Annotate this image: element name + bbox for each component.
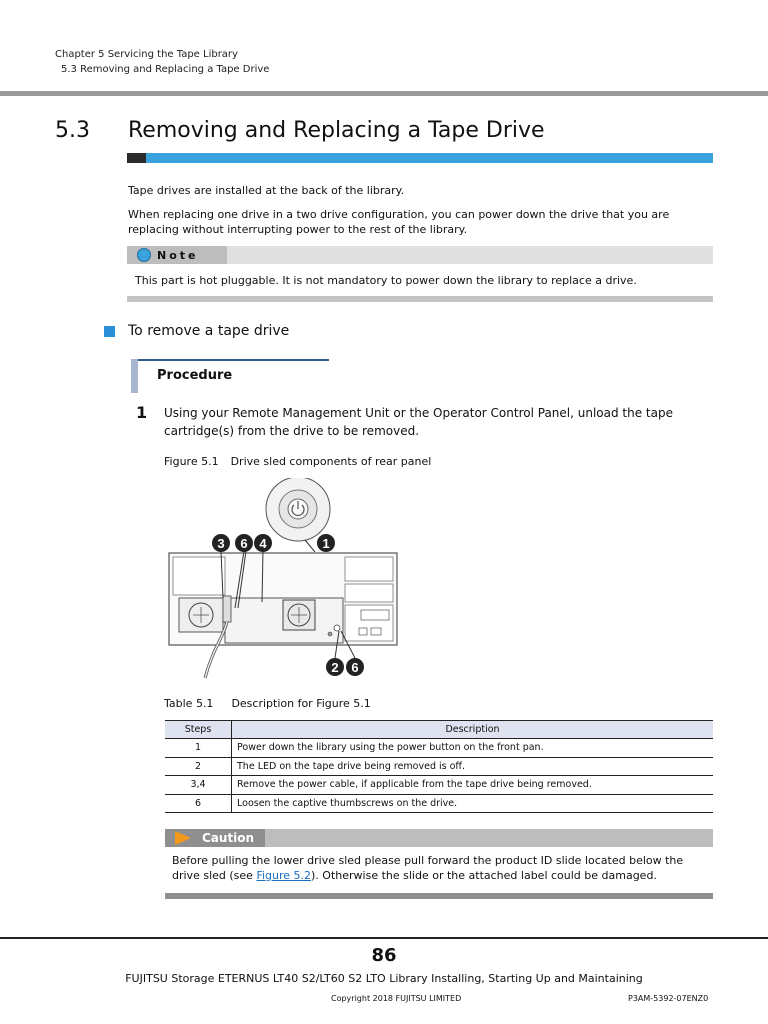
table-caption: [164, 697, 371, 710]
callout-2: [326, 658, 344, 676]
column-header: Description: [232, 721, 714, 739]
procedure-rule: [133, 359, 329, 361]
table-cell: 1: [165, 739, 232, 758]
page-number: 86: [371, 945, 397, 966]
note-info-icon: [137, 248, 151, 262]
table-row: [165, 757, 713, 776]
section-title: Removing and Replacing a Tape Drive: [128, 118, 545, 143]
callout-6-top: [235, 534, 253, 552]
table-cell: 2: [165, 757, 232, 776]
footer-rule: [0, 937, 768, 939]
table-cell: Remove the power cable, if applicable from the tape drive being removed.: [232, 776, 714, 795]
table-cell: Power down the library using the power button on the front pan.: [232, 739, 714, 758]
callout-3: [212, 534, 230, 552]
procedure-side-bar: [131, 359, 138, 393]
caution-text: [172, 853, 712, 883]
square-bullet-icon: [104, 326, 115, 337]
table-number: Table 5.1: [164, 697, 214, 710]
running-header-section: 5.3 Removing and Replacing a Tape Drive: [61, 64, 270, 75]
caution-text-end: ). Otherwise the slide or the attached label could be damaged.: [311, 869, 657, 882]
svg-text:3: 3: [217, 536, 225, 551]
table-caption-text: Description for Figure 5.1: [231, 697, 371, 710]
table-row: [165, 739, 713, 758]
note-bottom-rule: [127, 296, 713, 302]
svg-text:6: 6: [240, 536, 248, 551]
caution-label: Caution: [202, 831, 255, 845]
subheading: To remove a tape drive: [128, 323, 290, 339]
drive-sled-illustration: [165, 478, 405, 680]
intro-paragraph: Tape drives are installed at the back of the library.: [128, 184, 405, 197]
title-bar-marker: [127, 153, 146, 163]
svg-text:4: 4: [259, 536, 267, 551]
running-header-chapter: Chapter 5 Servicing the Tape Library: [55, 49, 238, 60]
figure-caption: [164, 455, 431, 468]
note-label: Note: [157, 249, 199, 262]
table-cell: 6: [165, 794, 232, 813]
callout-6-bottom: [346, 658, 364, 676]
table-cell: Loosen the captive thumbscrews on the drive.: [232, 794, 714, 813]
table-row: [165, 794, 713, 813]
document-id: P3AM-5392-07ENZ0: [628, 994, 709, 1003]
step-text: Using your Remote Management Unit or the Operator Control Panel, unload the tape cartridge(s) from the drive to be removed.: [164, 406, 673, 438]
svg-text:1: 1: [322, 536, 330, 551]
table-cell: The LED on the tape drive being removed is off.: [232, 757, 714, 776]
note-text: This part is hot pluggable. It is not mandatory to power down the library to replace a drive.: [135, 274, 637, 287]
figure-number: Figure 5.1: [164, 455, 219, 468]
callout-1: [317, 534, 335, 552]
table-cell: 3,4: [165, 776, 232, 795]
column-header: Steps: [165, 721, 232, 739]
section-number: 5.3: [55, 118, 90, 143]
footer-title: FUJITSU Storage ETERNUS LT40 S2/LT60 S2 LTO Library Installing, Starting Up and Maintaining: [125, 972, 643, 985]
svg-text:2: 2: [331, 660, 339, 675]
copyright: Copyright 2018 FUJITSU LIMITED: [331, 994, 462, 1003]
figure-caption-text: Drive sled components of rear panel: [230, 455, 432, 468]
table-header-row: [165, 721, 713, 739]
title-bar: [146, 153, 713, 163]
description-table: [165, 720, 713, 813]
svg-text:6: 6: [351, 660, 359, 675]
procedure-label: Procedure: [157, 368, 233, 383]
intro-paragraph: When replacing one drive in a two drive configuration, you can power down the drive that you are replacing without interrupting power to the rest of the library.: [128, 208, 670, 236]
caution-bottom-rule: [165, 893, 713, 899]
caution-text-start: Before pulling the lower drive sled please pull forward the product ID slide located below the drive sled (see: [172, 854, 684, 882]
callout-4: [254, 534, 272, 552]
figure-5-2-link[interactable]: Figure 5.2: [256, 869, 312, 882]
header-rule: [0, 91, 768, 96]
table-row: [165, 776, 713, 795]
caution-triangle-icon: [174, 830, 192, 846]
step-number: 1: [136, 403, 148, 422]
